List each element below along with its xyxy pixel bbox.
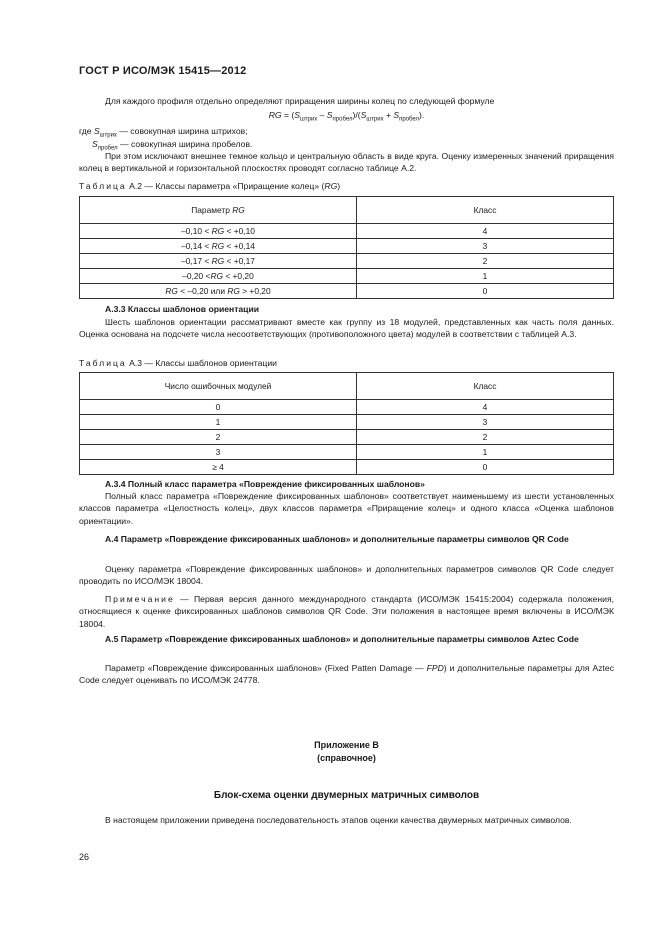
formula-mid: )/(	[352, 110, 361, 120]
formula	[79, 109, 614, 124]
section-a34-text: Полный класс параметра «Повреждение фиксированных шаблонов» соответствует наименьшему из шести установленных классов параметра «Целостность колец», двух классов параметра «Приращение колец» и одного класса «Оценка шаблонов ориентации».	[79, 491, 614, 526]
section-a34-heading: А.3.4 Полный класс параметра «Повреждение фиксированных шаблонов»	[105, 479, 425, 489]
section-a5-heading: А.5 Параметр «Повреждение фиксированных шаблонов» и дополнительные параметры символов Aztec Code	[105, 634, 579, 644]
table-cell: 1	[80, 415, 357, 430]
page-number: 26	[79, 852, 90, 862]
table-row	[80, 400, 614, 415]
table-row	[80, 460, 614, 475]
table-row	[80, 254, 614, 269]
cell-text: –0,10 <	[181, 226, 212, 236]
table-cell: 2	[80, 430, 357, 445]
table-a2-caption-rg: RG	[324, 181, 338, 191]
table-cell: 3	[357, 415, 614, 430]
a5-text-a: Параметр «Повреждение фиксированных шаблонов» (Fixed Patten Damage —	[105, 663, 427, 673]
formula-s2: S	[326, 110, 333, 120]
page-header: ГОСТ Р ИСО/МЭК 15415—2012	[79, 65, 247, 77]
appendix-text: В настоящем приложении приведена последовательность этапов оценки качества двумерных матричных символов.	[105, 815, 572, 825]
table-cell	[80, 254, 357, 269]
table-a3-caption	[79, 357, 277, 369]
formula-minus: –	[317, 110, 327, 120]
def-s2-sub: пробел	[97, 145, 118, 152]
formula-eq: = (	[281, 110, 295, 120]
table-cell	[80, 269, 357, 284]
a5-text-fpd: FPD	[426, 663, 444, 673]
formula-s4: S	[393, 110, 400, 120]
col-param-rg: RG	[232, 205, 245, 215]
table-a2-caption	[79, 180, 340, 192]
formula-s1-sub: штрих	[299, 116, 318, 123]
section-a33-heading: А.3.3 Классы шаблонов ориентации	[105, 304, 260, 314]
table-a3-caption-text: А.3 — Классы шаблонов ориентации	[126, 358, 277, 368]
a5-text-b: ) и дополнительные параметры для Aztec Code следует оценивать по ИСО/МЭК 24778.	[79, 663, 615, 686]
table-header-row	[80, 373, 614, 400]
table-cell	[80, 224, 357, 239]
table-a2-caption-text: А.2 — Классы параметра «Приращение колец» (	[126, 181, 325, 191]
intro-paragraph: Для каждого профиля отдельно определяют приращения ширины колец по следующей формуле	[105, 96, 495, 106]
cell-rg: RG	[227, 286, 240, 296]
cell-text: –0,20 <	[182, 271, 211, 281]
table-cell: ≥ 4	[80, 460, 357, 475]
formula-s2-sub: пробел	[332, 116, 353, 123]
def-d2: — совокупная ширина пробелов.	[117, 139, 253, 149]
appendix-subtitle: (справочное)	[317, 753, 376, 763]
formula-plus: +	[383, 110, 394, 120]
cell-text: –0,14 <	[181, 241, 212, 251]
table-a2-col-class: Класс	[357, 197, 614, 224]
exclude-paragraph: При этом исключают внешнее темное кольцо и центральную область в виде круга. Оценку измеренных значений приращения колец в вертикальной и горизонтальной плоскостях проводят согласно таблице А.2.	[79, 151, 614, 174]
formula-s3: S	[360, 110, 367, 120]
def-s1-sub: штрих	[99, 132, 117, 139]
table-row	[80, 269, 614, 284]
table-cell	[80, 239, 357, 254]
cell-text: < +0,10	[224, 226, 255, 236]
table-cell: 2	[357, 254, 614, 269]
table-cell: 4	[357, 400, 614, 415]
section-a4-heading: А.4 Параметр «Повреждение фиксированных шаблонов» и дополнительные параметры символов QR Code	[105, 534, 569, 544]
table-a2-col-param	[80, 197, 357, 224]
cell-text: < –0,20 или	[177, 286, 228, 296]
formula-s4-sub: пробел	[399, 116, 420, 123]
def-s1: S	[93, 126, 100, 136]
table-cell: 3	[357, 239, 614, 254]
table-cell	[80, 284, 357, 299]
formula-s3-sub: штрих	[366, 116, 384, 123]
formula-s1: S	[294, 110, 300, 120]
note-text: — Первая версия данного международного стандарта (ИСО/МЭК 15415:2004) содержала положения, относящиеся к оценке фиксированных шаблонов символов QR Code. Эти положения в настоящее время включены в ИСО/МЭК 18004.	[79, 594, 614, 629]
cell-rg: RG	[211, 226, 225, 236]
table-a2-caption-label: Таблица	[79, 181, 127, 191]
note-label: Примечание	[105, 594, 175, 604]
table-cell: 1	[357, 445, 614, 460]
table-a3-col-errors: Число ошибочных модулей	[80, 373, 357, 400]
formula-end: ).	[419, 110, 425, 120]
table-row	[80, 284, 614, 299]
section-a4-note	[79, 593, 614, 630]
cell-rg: RG	[211, 256, 225, 266]
appendix-title: Приложение В	[314, 740, 379, 750]
table-a3-col-class: Класс	[357, 373, 614, 400]
table-cell: 3	[80, 445, 357, 460]
cell-text: < +0,20	[223, 271, 254, 281]
cell-rg: RG	[211, 241, 225, 251]
cell-rg: RG	[165, 286, 178, 296]
def-d1: — совокупная ширина штрихов;	[116, 126, 248, 136]
table-cell: 0	[357, 460, 614, 475]
table-cell: 0	[80, 400, 357, 415]
table-row	[80, 239, 614, 254]
table-row	[80, 445, 614, 460]
where-prefix: где	[79, 126, 94, 136]
section-a33-text: Шесть шаблонов ориентации рассматривают вместе как группу из 18 модулей, представленных как часть поля данных. Оценка основана на подсчете числа несоответствующих (противоположного цвета) модулей в соответствии с таблицей А.3.	[79, 317, 614, 340]
table-header-row	[80, 197, 614, 224]
cell-rg: RG	[210, 271, 223, 281]
cell-text: –0,17 <	[181, 256, 212, 266]
cell-text: > +0,20	[239, 286, 271, 296]
table-row	[80, 224, 614, 239]
table-row	[80, 430, 614, 445]
col-param-label: Параметр	[191, 205, 233, 215]
table-a2	[79, 196, 614, 299]
section-a4-text: Оценку параметра «Повреждение фиксированных шаблонов» и дополнительных параметров символов QR Code следует проводить по ИСО/МЭК 18004.	[79, 564, 614, 587]
appendix-heading: Блок-схема оценки двумерных матричных символов	[213, 790, 480, 801]
table-cell: 1	[357, 269, 614, 284]
table-cell: 4	[357, 224, 614, 239]
table-a3-caption-label: Таблица	[79, 358, 127, 368]
def-s2: S	[92, 139, 98, 149]
table-a2-caption-end: )	[337, 181, 341, 191]
table-cell: 2	[357, 430, 614, 445]
cell-text: < +0,14	[224, 241, 255, 251]
section-a5-text	[79, 662, 614, 687]
cell-text: < +0,17	[224, 256, 255, 266]
table-row	[80, 415, 614, 430]
formula-rg: RG	[268, 110, 282, 120]
table-a3	[79, 372, 614, 475]
table-cell: 0	[357, 284, 614, 299]
